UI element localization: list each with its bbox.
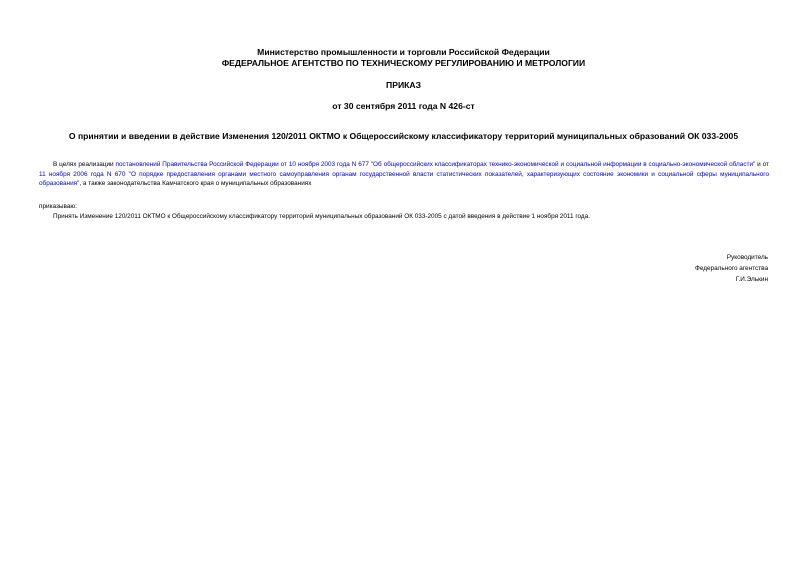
order-item: Принять Изменение 120/2011 ОКТМО к Общероссийскому классификатору территорий муниципальных образований ОК 033-2005 с датой введения в действие 1 ноября 2011 года.: [53, 213, 590, 220]
order-subject: О принятии и введении в действие Изменения 120/2011 ОКТМО к Общероссийскому классификатору территорий муниципальных образований ОК 033-2005: [68, 131, 739, 141]
link-government-decree-670[interactable]: 11 ноября 2006 года N 670 "О порядке предоставления органами местного самоуправления органам государственной власти статистических показателей, характеризующих состояние экономики и социальной сферы муниципального образования": [39, 170, 769, 188]
orders-verb: приказываю:: [39, 203, 77, 210]
link-government-decree-677[interactable]: постановлений Правительства Российской Федерации от 10 ноября 2003 года N 677 "Об общероссийских классификаторах технико-экономической и социальной информации в социально-экономической области": [115, 161, 756, 168]
preamble-text-2: и от: [755, 161, 769, 168]
preamble-text-1: В целях реализации: [53, 161, 116, 168]
signature-agency: Федерального агентства: [694, 265, 768, 272]
signature-title: Руководитель: [726, 254, 768, 261]
preamble-text-3: , а также законодательства Камчатского края о муниципальных образованиях: [79, 180, 312, 188]
ministry-name: Министерство промышленности и торговли Российской Федерации: [257, 47, 550, 57]
order-date: от 30 сентября 2011 года N 426-ст: [332, 101, 475, 111]
signature-name: Г.И.Элькин: [735, 276, 768, 283]
agency-name: ФЕДЕРАЛЬНОЕ АГЕНТСТВО ПО ТЕХНИЧЕСКОМУ РЕГУЛИРОВАНИЮ И МЕТРОЛОГИИ: [221, 58, 586, 68]
preamble-paragraph: [39, 160, 769, 189]
order-label: ПРИКАЗ: [386, 80, 421, 90]
